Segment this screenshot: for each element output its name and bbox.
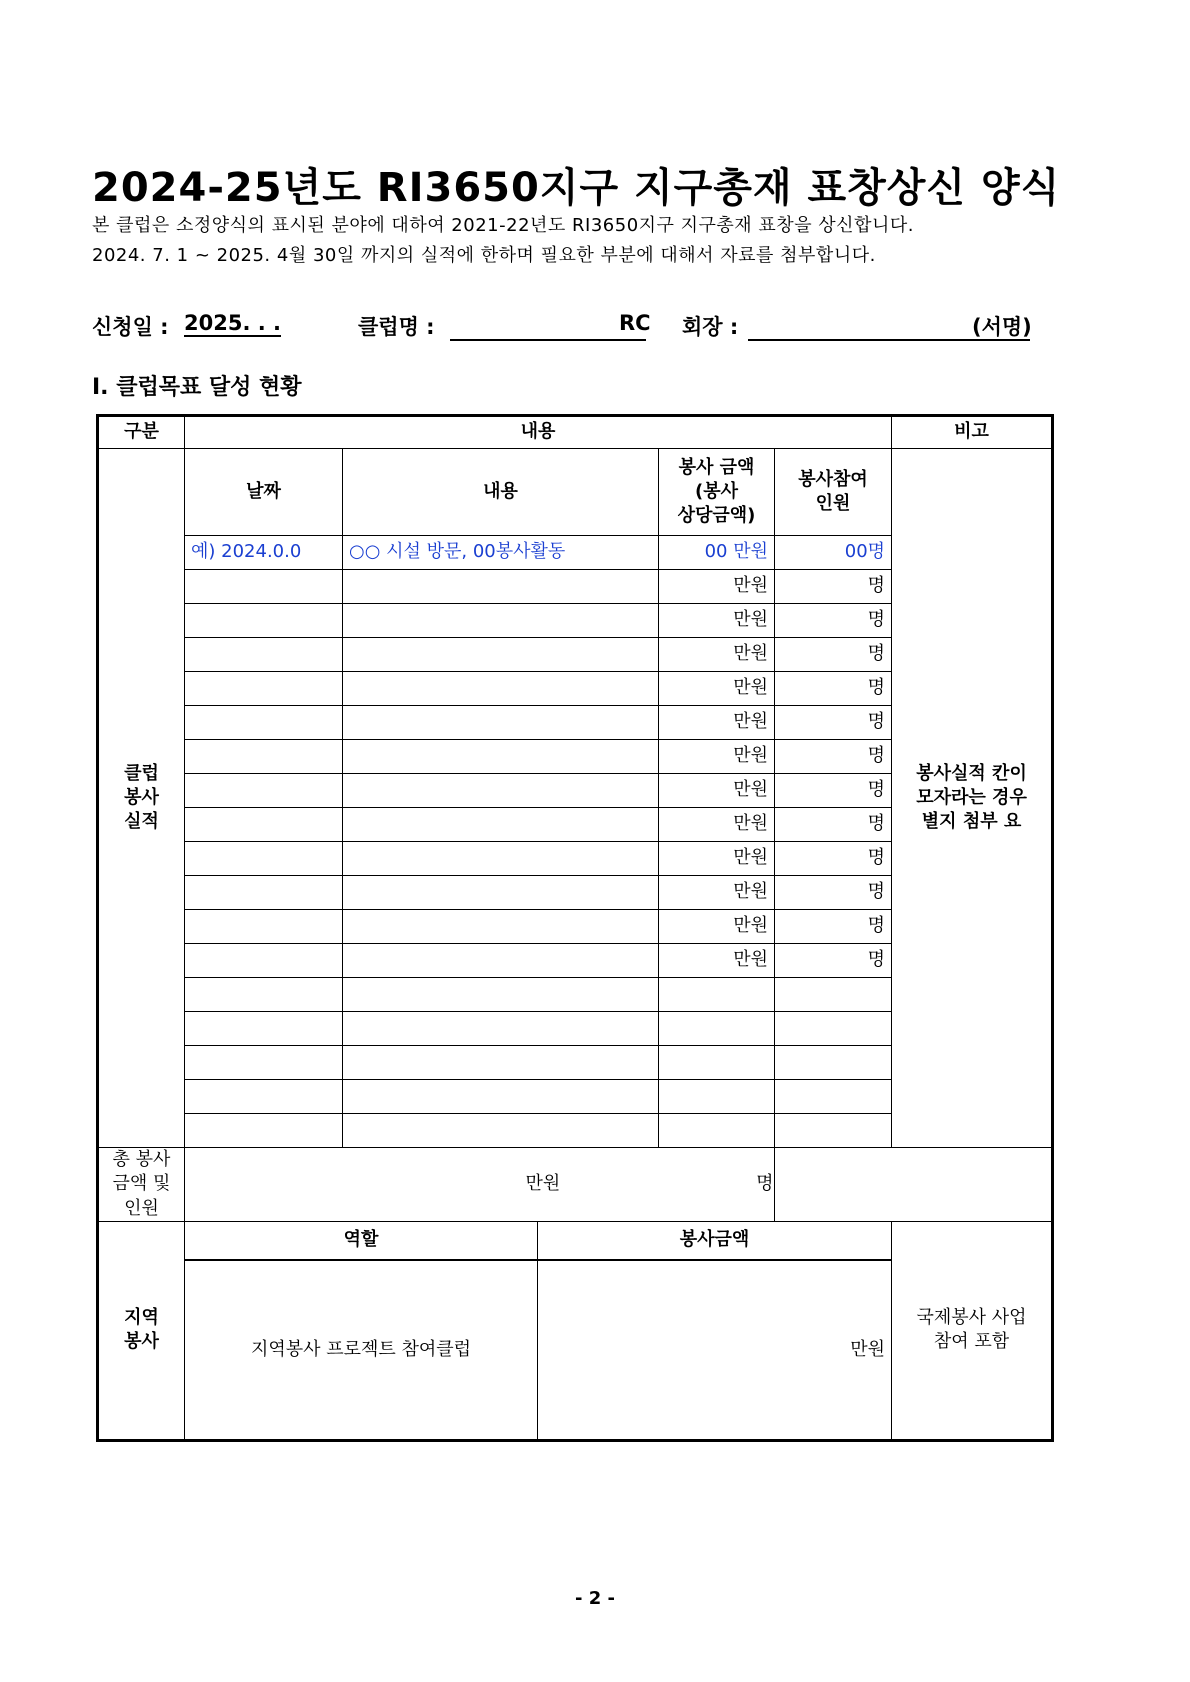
people-cell[interactable]: 명 [775, 808, 892, 842]
people-cell[interactable] [775, 1046, 892, 1080]
date-cell[interactable] [185, 808, 343, 842]
intro-line-1: 본 클럽은 소정양식의 표시된 분야에 대하여 2021-22년도 RI3650지구 지구총재 표창을 상신합니다. [92, 215, 914, 236]
content-cell[interactable] [343, 876, 659, 910]
total-people-unit: 명 [756, 1173, 774, 1195]
date-cell[interactable] [185, 910, 343, 944]
people-cell[interactable]: 명 [775, 842, 892, 876]
achievement-table [96, 414, 1054, 1442]
content-cell[interactable] [343, 808, 659, 842]
date-field[interactable]: 2025. . . [184, 311, 282, 335]
date-cell[interactable] [185, 1012, 343, 1046]
content-cell[interactable] [343, 774, 659, 808]
total-label: 총 봉사금액 및 인원 [98, 1148, 185, 1222]
content-cell[interactable] [343, 1080, 659, 1114]
amount-cell[interactable]: 만원 [659, 604, 775, 638]
people-cell[interactable] [775, 1080, 892, 1114]
date-cell[interactable] [185, 1080, 343, 1114]
amount-cell[interactable] [659, 1080, 775, 1114]
amount-cell[interactable] [659, 1114, 775, 1148]
local-amount-value[interactable]: 만원 [538, 1260, 892, 1440]
people-cell[interactable]: 명 [775, 876, 892, 910]
role-value[interactable]: 지역봉사 프로젝트 참여클럽 [185, 1260, 538, 1440]
date-cell[interactable] [185, 638, 343, 672]
service-note: 봉사실적 칸이 모자라는 경우 별지 첨부 요 [892, 449, 1053, 1148]
content-cell[interactable] [343, 672, 659, 706]
amount-cell[interactable]: 만원 [659, 910, 775, 944]
content-cell[interactable] [343, 1012, 659, 1046]
local-service-note: 국제봉사 사업 참여 포함 [892, 1221, 1053, 1440]
people-cell[interactable]: 명 [775, 774, 892, 808]
amount-cell[interactable]: 만원 [659, 876, 775, 910]
amount-cell[interactable]: 만원 [659, 944, 775, 978]
sign-label: (서명) [972, 315, 1032, 339]
date-cell[interactable] [185, 604, 343, 638]
content-cell[interactable] [343, 638, 659, 672]
people-cell[interactable]: 명 [775, 638, 892, 672]
people-cell[interactable]: 명 [775, 706, 892, 740]
content-cell[interactable] [343, 978, 659, 1012]
content-cell[interactable] [343, 740, 659, 774]
content-cell[interactable] [343, 1114, 659, 1148]
people-cell[interactable] [775, 1114, 892, 1148]
date-label: 신청일 : [92, 315, 169, 339]
content-header: 내용 [185, 416, 892, 449]
date-cell[interactable] [185, 570, 343, 604]
club-suffix: RC [619, 311, 651, 335]
date-column-header: 날짜 [185, 449, 343, 536]
president-label: 회장 : [682, 315, 739, 339]
club-service-category: 클럽 봉사 실적 [98, 449, 185, 1148]
people-cell[interactable] [775, 978, 892, 1012]
category-header: 구분 [98, 416, 185, 449]
content-cell[interactable] [343, 706, 659, 740]
people-cell[interactable] [775, 1012, 892, 1046]
amount-cell[interactable]: 만원 [659, 842, 775, 876]
amount-cell[interactable] [659, 978, 775, 1012]
people-cell[interactable]: 명 [775, 944, 892, 978]
amount-cell[interactable]: 만원 [659, 570, 775, 604]
table-header-row [98, 416, 1053, 449]
example-date[interactable]: 예) 2024.0.0 [185, 536, 343, 570]
people-cell[interactable]: 명 [775, 910, 892, 944]
amount-cell[interactable]: 만원 [659, 740, 775, 774]
amount-cell[interactable]: 만원 [659, 774, 775, 808]
club-name-field[interactable] [450, 311, 646, 341]
club-name-label: 클럽명 : [358, 315, 435, 339]
content-cell[interactable] [343, 842, 659, 876]
total-value[interactable] [185, 1148, 775, 1222]
date-cell[interactable] [185, 1114, 343, 1148]
date-cell[interactable] [185, 876, 343, 910]
total-row [98, 1148, 1053, 1222]
date-cell[interactable] [185, 978, 343, 1012]
amount-cell[interactable]: 만원 [659, 638, 775, 672]
intro-line-2: 2024. 7. 1 ~ 2025. 4월 30일 까지의 실적에 한하며 필요한 부분에 대해서 자료를 첨부합니다. [92, 245, 876, 266]
note-header: 비고 [892, 416, 1053, 449]
date-cell[interactable] [185, 774, 343, 808]
local-amount-column-header: 봉사금액 [538, 1221, 892, 1260]
amount-cell[interactable]: 만원 [659, 672, 775, 706]
content-cell[interactable] [343, 604, 659, 638]
content-column-header: 내용 [343, 449, 659, 536]
section-title: Ⅰ. 클럽목표 달성 현황 [92, 375, 302, 400]
amount-cell[interactable]: 만원 [659, 706, 775, 740]
date-cell[interactable] [185, 944, 343, 978]
page-number: - 2 - [575, 1588, 615, 1609]
amount-column-header: 봉사 금액 (봉사 상당금액) [659, 449, 775, 536]
date-cell[interactable] [185, 740, 343, 774]
role-column-header: 역할 [185, 1221, 538, 1260]
content-cell[interactable] [343, 1046, 659, 1080]
local-service-header-row [98, 1221, 1053, 1260]
people-cell[interactable]: 명 [775, 570, 892, 604]
service-subheader-row [98, 449, 1053, 536]
page-title: 2024-25년도 RI3650지구 지구총재 표창상신 양식 [92, 165, 1061, 211]
people-column-header: 봉사참여 인원 [775, 449, 892, 536]
content-cell[interactable] [343, 570, 659, 604]
amount-cell[interactable] [659, 1012, 775, 1046]
people-cell[interactable]: 명 [775, 604, 892, 638]
example-content[interactable]: ○○ 시설 방문, 00봉사활동 [343, 536, 659, 570]
content-cell[interactable] [343, 944, 659, 978]
amount-cell[interactable] [659, 1046, 775, 1080]
date-cell[interactable] [185, 706, 343, 740]
date-cell[interactable] [185, 1046, 343, 1080]
date-cell[interactable] [185, 842, 343, 876]
example-amount[interactable]: 00 만원 [659, 536, 775, 570]
people-cell[interactable]: 명 [775, 740, 892, 774]
example-people[interactable]: 00명 [775, 536, 892, 570]
people-cell[interactable]: 명 [775, 672, 892, 706]
total-amount-unit: 만원 [525, 1173, 561, 1195]
date-cell[interactable] [185, 672, 343, 706]
content-cell[interactable] [343, 910, 659, 944]
local-service-category: 지역 봉사 [98, 1221, 185, 1440]
amount-cell[interactable]: 만원 [659, 808, 775, 842]
